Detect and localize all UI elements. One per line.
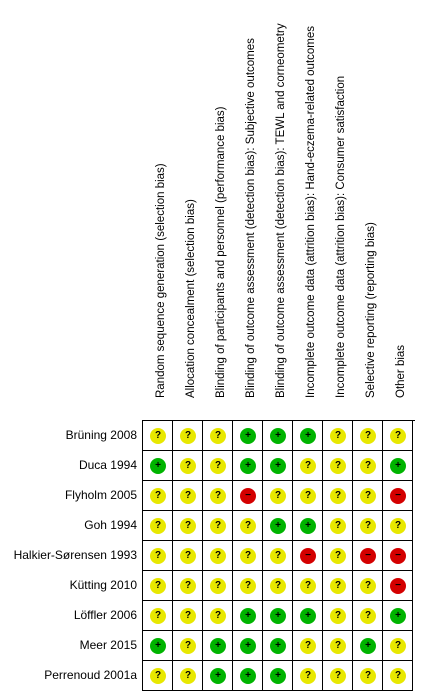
judgement-cell	[143, 661, 173, 691]
judgement-cell	[263, 481, 293, 511]
judgement-cell	[143, 631, 173, 661]
judgement-cell	[263, 571, 293, 601]
low-risk-icon: +	[270, 638, 286, 654]
column-header-label: Blinding of outcome assessment (detection bias): Subjective outcomes	[245, 38, 257, 398]
column-header-label: Selective reporting (reporting bias)	[365, 222, 377, 398]
judgement-cell	[173, 571, 203, 601]
unclear-risk-icon: ?	[360, 518, 376, 534]
judgement-cell	[383, 631, 413, 661]
unclear-risk-icon: ?	[360, 608, 376, 624]
table-row	[143, 661, 415, 691]
judgement-cell	[203, 571, 233, 601]
unclear-risk-icon: ?	[210, 428, 226, 444]
unclear-risk-icon: ?	[330, 458, 346, 474]
judgement-cell	[383, 571, 413, 601]
unclear-risk-icon: ?	[330, 578, 346, 594]
unclear-risk-icon: ?	[240, 548, 256, 564]
judgement-cell	[173, 601, 203, 631]
table-row	[143, 481, 415, 511]
judgement-cell	[143, 541, 173, 571]
unclear-risk-icon: ?	[330, 518, 346, 534]
judgement-cell	[353, 451, 383, 481]
unclear-risk-icon: ?	[390, 668, 406, 684]
low-risk-icon: +	[240, 668, 256, 684]
high-risk-icon: −	[390, 578, 406, 594]
judgement-cell	[353, 421, 383, 451]
table-row	[143, 421, 415, 451]
study-label: Meer 2015	[79, 638, 137, 652]
table-row	[143, 631, 415, 661]
judgement-cell	[323, 601, 353, 631]
judgement-cell	[353, 481, 383, 511]
unclear-risk-icon: ?	[330, 488, 346, 504]
unclear-risk-icon: ?	[180, 668, 196, 684]
unclear-risk-icon: ?	[180, 518, 196, 534]
judgement-cell	[293, 451, 323, 481]
column-header	[352, 0, 382, 420]
column-header	[232, 0, 262, 420]
judgement-cell	[383, 481, 413, 511]
study-label: Halkier-Sørensen 1993	[13, 548, 137, 562]
unclear-risk-icon: ?	[360, 668, 376, 684]
low-risk-icon: +	[150, 458, 166, 474]
judgement-cell	[323, 421, 353, 451]
unclear-risk-icon: ?	[180, 608, 196, 624]
unclear-risk-icon: ?	[150, 488, 166, 504]
column-header-label: Allocation concealment (selection bias)	[185, 199, 197, 398]
judgement-cell	[203, 601, 233, 631]
judgement-cell	[263, 421, 293, 451]
unclear-risk-icon: ?	[180, 638, 196, 654]
judgement-cell	[293, 511, 323, 541]
judgement-cell	[263, 511, 293, 541]
judgement-cell	[293, 481, 323, 511]
judgement-cell	[293, 631, 323, 661]
study-label: Flyholm 2005	[64, 488, 137, 502]
low-risk-icon: +	[390, 458, 406, 474]
unclear-risk-icon: ?	[330, 638, 346, 654]
judgement-cell	[203, 541, 233, 571]
judgement-cell	[353, 511, 383, 541]
judgement-cell	[203, 421, 233, 451]
high-risk-icon: −	[390, 488, 406, 504]
column-header-label: Random sequence generation (selection bias)	[155, 163, 167, 398]
risk-of-bias-grid	[142, 420, 415, 691]
unclear-risk-icon: ?	[210, 548, 226, 564]
unclear-risk-icon: ?	[300, 458, 316, 474]
low-risk-icon: +	[240, 608, 256, 624]
column-header	[142, 0, 172, 420]
judgement-cell	[383, 661, 413, 691]
judgement-cell	[353, 661, 383, 691]
judgement-cell	[263, 451, 293, 481]
column-header	[322, 0, 352, 420]
low-risk-icon: +	[270, 428, 286, 444]
judgement-cell	[323, 631, 353, 661]
unclear-risk-icon: ?	[270, 548, 286, 564]
judgement-cell	[233, 601, 263, 631]
unclear-risk-icon: ?	[390, 518, 406, 534]
low-risk-icon: +	[210, 668, 226, 684]
column-header	[292, 0, 322, 420]
judgement-cell	[143, 571, 173, 601]
table-row	[143, 541, 415, 571]
low-risk-icon: +	[210, 638, 226, 654]
low-risk-icon: +	[300, 518, 316, 534]
judgement-cell	[173, 451, 203, 481]
table-row	[143, 571, 415, 601]
study-label: Brüning 2008	[65, 428, 137, 442]
low-risk-icon: +	[240, 638, 256, 654]
judgement-cell	[353, 601, 383, 631]
judgement-cell	[383, 541, 413, 571]
judgement-cell	[353, 631, 383, 661]
judgement-cell	[173, 541, 203, 571]
judgement-cell	[323, 661, 353, 691]
judgement-cell	[353, 571, 383, 601]
low-risk-icon: +	[360, 638, 376, 654]
unclear-risk-icon: ?	[210, 578, 226, 594]
unclear-risk-icon: ?	[300, 488, 316, 504]
judgement-cell	[203, 451, 233, 481]
unclear-risk-icon: ?	[150, 608, 166, 624]
column-header-label: Other bias	[395, 344, 407, 398]
column-header	[202, 0, 232, 420]
unclear-risk-icon: ?	[180, 458, 196, 474]
unclear-risk-icon: ?	[150, 668, 166, 684]
judgement-cell	[233, 421, 263, 451]
low-risk-icon: +	[270, 668, 286, 684]
column-header-label: Incomplete outcome data (attrition bias): Consumer satisfaction	[335, 75, 347, 398]
unclear-risk-icon: ?	[240, 578, 256, 594]
unclear-risk-icon: ?	[180, 428, 196, 444]
low-risk-icon: +	[270, 518, 286, 534]
study-label: Kütting 2010	[69, 578, 137, 592]
unclear-risk-icon: ?	[390, 638, 406, 654]
judgement-cell	[143, 481, 173, 511]
judgement-cell	[233, 571, 263, 601]
unclear-risk-icon: ?	[270, 488, 286, 504]
table-row	[143, 451, 415, 481]
unclear-risk-icon: ?	[390, 428, 406, 444]
judgement-cell	[293, 661, 323, 691]
judgement-cell	[263, 541, 293, 571]
study-label: Duca 1994	[78, 458, 137, 472]
judgement-cell	[203, 481, 233, 511]
unclear-risk-icon: ?	[180, 488, 196, 504]
unclear-risk-icon: ?	[270, 578, 286, 594]
unclear-risk-icon: ?	[330, 548, 346, 564]
column-header	[172, 0, 202, 420]
unclear-risk-icon: ?	[150, 548, 166, 564]
high-risk-icon: −	[300, 548, 316, 564]
table-row	[143, 601, 415, 631]
unclear-risk-icon: ?	[150, 578, 166, 594]
judgement-cell	[233, 541, 263, 571]
judgement-cell	[383, 421, 413, 451]
judgement-cell	[233, 451, 263, 481]
unclear-risk-icon: ?	[360, 428, 376, 444]
low-risk-icon: +	[240, 428, 256, 444]
judgement-cell	[383, 601, 413, 631]
unclear-risk-icon: ?	[300, 578, 316, 594]
low-risk-icon: +	[390, 608, 406, 624]
low-risk-icon: +	[150, 638, 166, 654]
judgement-cell	[293, 571, 323, 601]
judgement-cell	[263, 661, 293, 691]
unclear-risk-icon: ?	[210, 608, 226, 624]
judgement-cell	[233, 661, 263, 691]
judgement-cell	[323, 511, 353, 541]
judgement-cell	[233, 481, 263, 511]
judgement-cell	[173, 661, 203, 691]
column-header	[382, 0, 412, 420]
low-risk-icon: +	[270, 458, 286, 474]
judgement-cell	[293, 601, 323, 631]
judgement-cell	[353, 541, 383, 571]
unclear-risk-icon: ?	[360, 578, 376, 594]
unclear-risk-icon: ?	[150, 518, 166, 534]
judgement-cell	[143, 511, 173, 541]
unclear-risk-icon: ?	[330, 608, 346, 624]
judgement-cell	[323, 481, 353, 511]
judgement-cell	[173, 511, 203, 541]
low-risk-icon: +	[300, 608, 316, 624]
high-risk-icon: −	[240, 488, 256, 504]
column-header-label: Incomplete outcome data (attrition bias): Hand-eczema-related outcomes	[305, 25, 317, 398]
table-row	[143, 511, 415, 541]
judgement-cell	[383, 451, 413, 481]
judgement-cell	[293, 421, 323, 451]
study-label: Löffler 2006	[73, 608, 137, 622]
judgement-cell	[323, 541, 353, 571]
low-risk-icon: +	[270, 608, 286, 624]
high-risk-icon: −	[360, 548, 376, 564]
unclear-risk-icon: ?	[210, 458, 226, 474]
judgement-cell	[173, 631, 203, 661]
judgement-cell	[203, 511, 233, 541]
judgement-cell	[203, 661, 233, 691]
judgement-cell	[173, 421, 203, 451]
high-risk-icon: −	[390, 548, 406, 564]
judgement-cell	[173, 481, 203, 511]
unclear-risk-icon: ?	[300, 638, 316, 654]
judgement-cell	[293, 541, 323, 571]
study-label: Perrenoud 2001a	[44, 668, 137, 682]
unclear-risk-icon: ?	[180, 548, 196, 564]
judgement-cell	[233, 511, 263, 541]
column-header	[262, 0, 292, 420]
judgement-cell	[143, 601, 173, 631]
unclear-risk-icon: ?	[180, 578, 196, 594]
judgement-cell	[323, 451, 353, 481]
low-risk-icon: +	[300, 428, 316, 444]
judgement-cell	[323, 571, 353, 601]
unclear-risk-icon: ?	[210, 518, 226, 534]
column-header-label: Blinding of outcome assessment (detection bias): TEWL and corneometry	[275, 23, 287, 398]
judgement-cell	[203, 631, 233, 661]
judgement-cell	[383, 511, 413, 541]
judgement-cell	[143, 421, 173, 451]
unclear-risk-icon: ?	[210, 488, 226, 504]
study-label: Goh 1994	[84, 518, 137, 532]
unclear-risk-icon: ?	[150, 428, 166, 444]
judgement-cell	[143, 451, 173, 481]
judgement-cell	[263, 601, 293, 631]
judgement-cell	[233, 631, 263, 661]
column-header-label: Blinding of participants and personnel (performance bias)	[215, 106, 227, 398]
judgement-cell	[263, 631, 293, 661]
unclear-risk-icon: ?	[330, 668, 346, 684]
unclear-risk-icon: ?	[240, 518, 256, 534]
low-risk-icon: +	[240, 458, 256, 474]
unclear-risk-icon: ?	[360, 458, 376, 474]
unclear-risk-icon: ?	[330, 428, 346, 444]
unclear-risk-icon: ?	[300, 668, 316, 684]
unclear-risk-icon: ?	[360, 488, 376, 504]
